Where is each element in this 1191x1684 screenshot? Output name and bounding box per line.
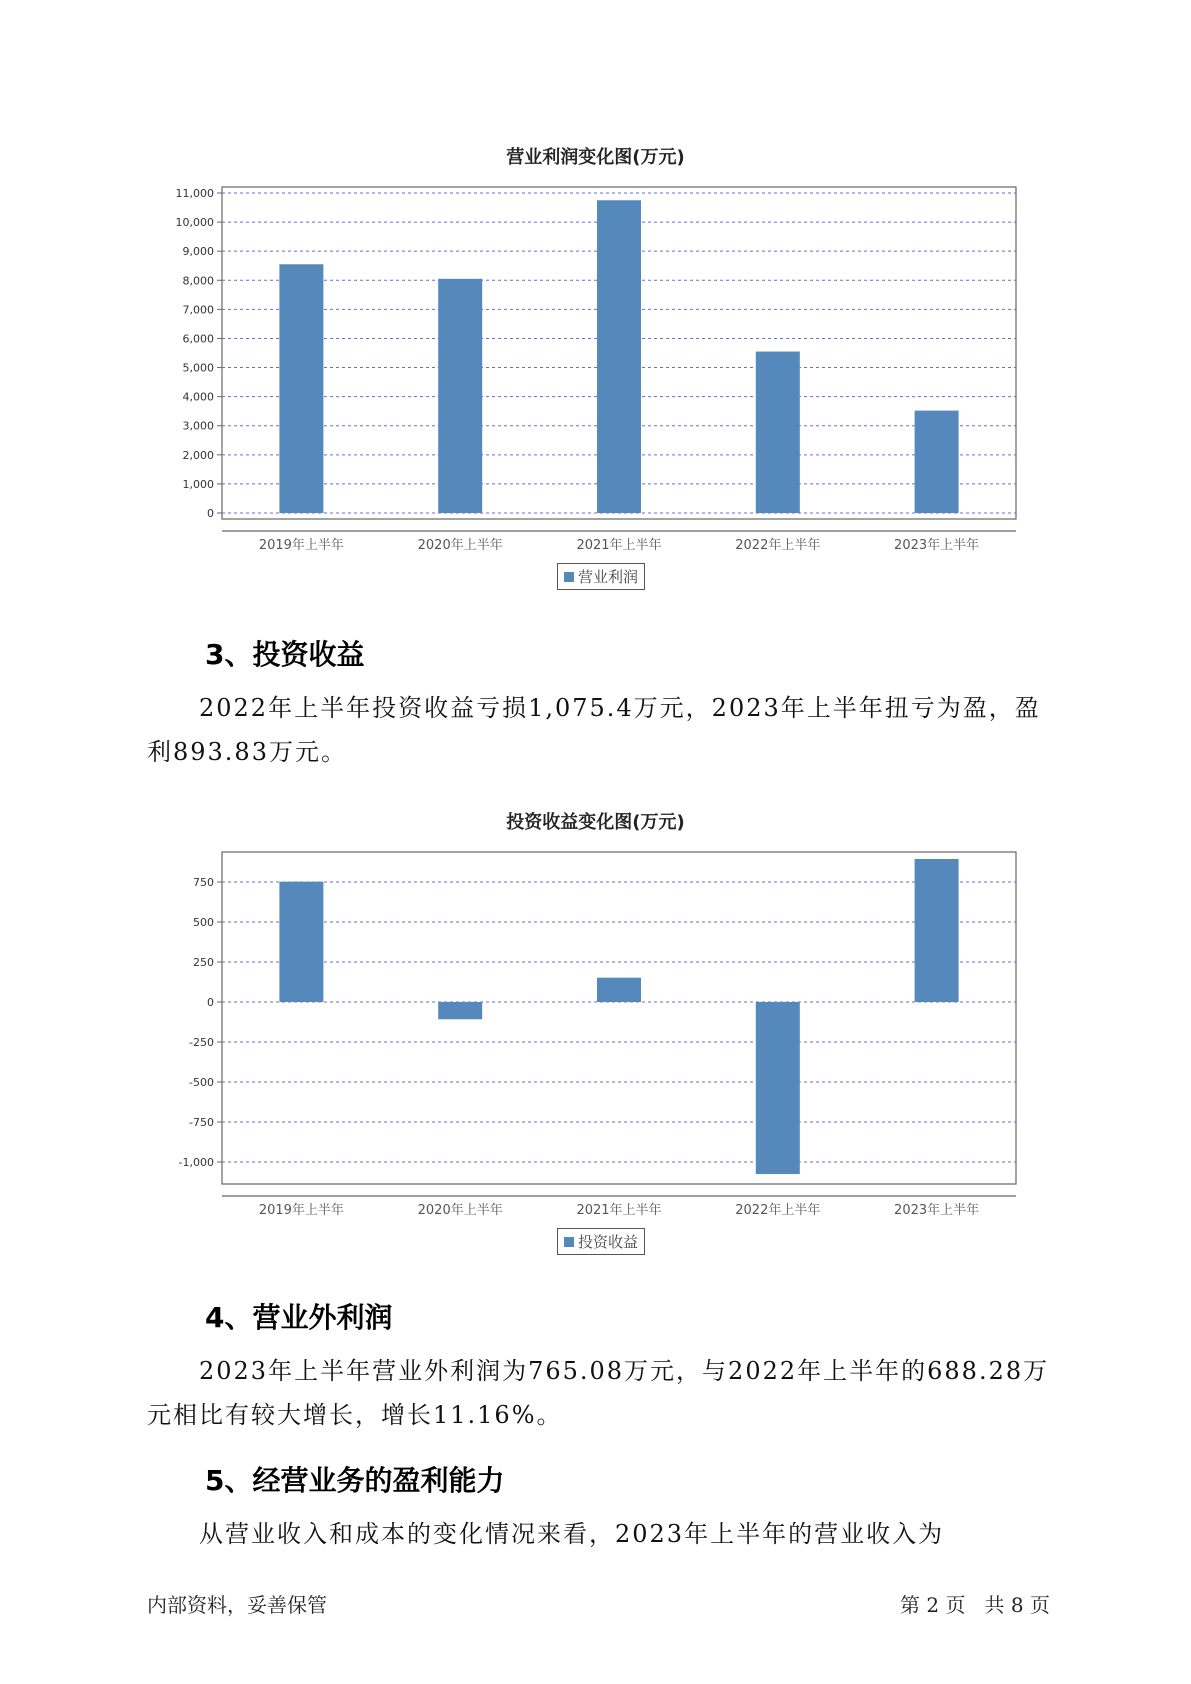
chart2-legend-label: 投资收益 bbox=[578, 1233, 639, 1251]
chart1-operating-profit bbox=[0, 170, 1191, 553]
chart1-bar bbox=[438, 279, 482, 513]
chart1-xtick-label: 2021年上半年 bbox=[576, 538, 662, 553]
chart2-bar bbox=[756, 1002, 800, 1174]
chart2-xtick-label: 2022年上半年 bbox=[735, 1203, 821, 1218]
footer-left: 内部资料，妥善保管 bbox=[147, 1593, 327, 1617]
section3-heading: 3、投资收益 bbox=[205, 638, 365, 671]
chart1-xtick-label: 2022年上半年 bbox=[735, 538, 821, 553]
chart2-xtick-label: 2020年上半年 bbox=[417, 1203, 503, 1218]
chart2-ytick-label: -750 bbox=[189, 1116, 214, 1129]
chart2-plot-frame bbox=[222, 852, 1016, 1184]
chart1-ytick-label: 9,000 bbox=[182, 245, 214, 259]
section4-paragraph: 2023年上半年营业外利润为765.08万元，与2022年上半年的688.28万元相比有较大增长，增长11.16%。 bbox=[147, 1357, 1050, 1429]
chart1-ytick-label: 5,000 bbox=[182, 361, 214, 375]
chart1-legend bbox=[557, 563, 645, 590]
chart2-ytick-label: 750 bbox=[193, 876, 214, 889]
chart1-xtick-label: 2019年上半年 bbox=[258, 538, 344, 553]
chart1-title: 营业利润变化图(万元) bbox=[506, 147, 685, 168]
chart1-bar bbox=[756, 352, 800, 513]
chart2-bar bbox=[279, 882, 323, 1002]
chart2-xtick-label: 2021年上半年 bbox=[576, 1203, 662, 1218]
chart1-ytick-label: 2,000 bbox=[182, 448, 214, 462]
section5-heading: 5、经营业务的盈利能力 bbox=[205, 1464, 505, 1497]
chart1-legend-label: 营业利润 bbox=[578, 568, 639, 586]
chart2-legend bbox=[557, 1228, 645, 1255]
chart1-bar bbox=[597, 200, 641, 513]
chart1-ytick-label: 10,000 bbox=[175, 216, 214, 230]
chart1-ytick-label: 0 bbox=[207, 507, 214, 520]
section3-paragraph: 2022年上半年投资收益亏损1,075.4万元，2023年上半年扭亏为盈，盈利893.83万元。 bbox=[147, 694, 1041, 766]
chart1-bar bbox=[279, 264, 323, 513]
chart1-ytick-label: 7,000 bbox=[182, 303, 214, 317]
chart2-investment-income bbox=[0, 835, 1191, 1218]
chart2-legend-swatch bbox=[564, 1237, 574, 1247]
section5-paragraph: 从营业收入和成本的变化情况来看，2023年上半年的营业收入为 bbox=[199, 1520, 945, 1548]
chart2-ytick-label: -250 bbox=[189, 1036, 214, 1049]
chart2-xtick-label: 2023年上半年 bbox=[894, 1203, 980, 1218]
chart1-ytick-label: 3,000 bbox=[182, 419, 214, 433]
footer-page-number: 第 2 页 共 8 页 bbox=[900, 1593, 1050, 1617]
chart1-xtick-label: 2020年上半年 bbox=[417, 538, 503, 553]
chart1-ytick-label: 11,000 bbox=[175, 187, 214, 200]
section4-heading: 4、营业外利润 bbox=[205, 1301, 393, 1334]
chart1-ytick-label: 6,000 bbox=[182, 332, 214, 346]
chart1-xtick-label: 2023年上半年 bbox=[894, 538, 980, 553]
chart2-xtick-label: 2019年上半年 bbox=[258, 1203, 344, 1218]
chart2-ytick-label: 500 bbox=[193, 916, 214, 929]
chart2-ytick-label: 0 bbox=[207, 996, 214, 1009]
chart2-bar bbox=[915, 859, 959, 1002]
chart2-ytick-label: -500 bbox=[189, 1076, 214, 1089]
chart1-bar bbox=[915, 411, 959, 513]
chart1-ytick-label: 4,000 bbox=[182, 390, 214, 404]
chart2-title: 投资收益变化图(万元) bbox=[506, 812, 685, 833]
chart1-ytick-label: 8,000 bbox=[182, 274, 214, 288]
chart2-bar bbox=[597, 978, 641, 1002]
chart1-legend-swatch bbox=[564, 572, 574, 582]
chart2-ytick-label: 250 bbox=[193, 956, 214, 969]
chart2-ytick-label: -1,000 bbox=[178, 1156, 214, 1169]
chart2-bar bbox=[438, 1002, 482, 1019]
chart1-ytick-label: 1,000 bbox=[182, 477, 214, 491]
